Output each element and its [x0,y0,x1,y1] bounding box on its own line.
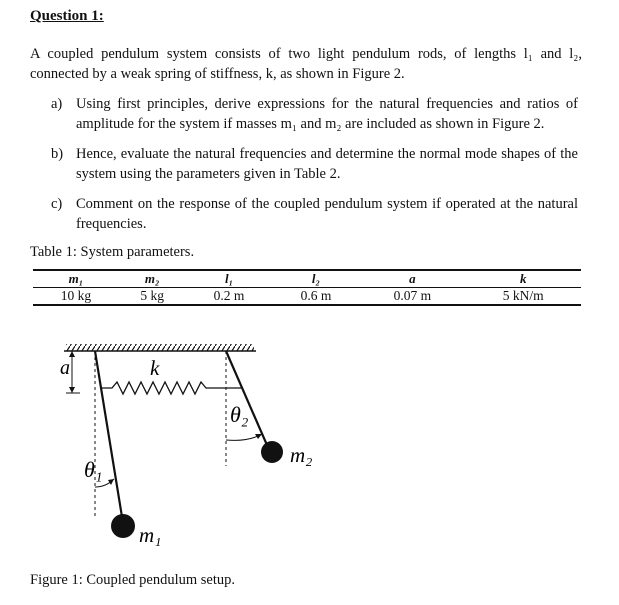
value-m1: 10 kg [33,288,119,306]
item-a-text: Using first principles, derive expressions for the natural frequencies and ratios of amplitude for the system if masses m₁ and m₂ are included as shown in Figure 2. [76,96,578,132]
rod-1 [95,351,123,523]
question-item-c [51,194,578,234]
label-m1: m₁ [139,523,162,547]
header-l1: l₁ [186,270,273,288]
header-m2: m₂ [119,270,186,288]
label-theta2: θ₂ [230,402,249,427]
mass-2 [261,441,283,463]
header-l2: l₂ [273,270,360,288]
theta1-arrow [108,479,114,485]
value-l2: 0.6 m [273,288,360,306]
item-b-label: b) [51,146,64,162]
header-k: k [465,270,581,288]
item-a-label: a) [51,96,63,112]
label-m2: m₂ [290,443,313,467]
pendulum-figure [0,330,619,570]
value-k: 5 kN/m [465,288,581,306]
figure-caption: Figure 1: Coupled pendulum setup. [30,572,235,588]
spring [101,382,242,394]
item-c-label: c) [51,196,63,212]
header-a: a [359,270,465,288]
item-c-text: Comment on the response of the coupled pendulum system if operated at the natural frequencies. [76,196,578,232]
label-k: k [150,356,160,380]
item-b-text: Hence, evaluate the natural frequencies and determine the normal mode shapes of the system using the parameters given in Table 2. [76,146,578,182]
question-item-b [51,144,578,184]
mass-1 [111,514,135,538]
value-m2: 5 kg [119,288,186,306]
question-item-a [51,94,578,134]
label-theta1: θ₁ [84,457,103,482]
table-value-row [33,288,581,306]
ceiling-hatch [66,344,254,351]
label-a: a [60,357,70,379]
header-m1: m₁ [33,270,119,288]
table-caption: Table 1: System parameters. [30,244,195,260]
parameters-table [33,269,581,306]
dimension-a-arrow-bottom [69,387,75,393]
value-l1: 0.2 m [186,288,273,306]
intro-paragraph: A coupled pendulum system consists of two light pendulum rods, of lengths l₁ and l₂, connected by a weak spring of stiffness, k, as shown in Figure 2. [30,46,582,82]
table-header-row [33,270,581,288]
value-a: 0.07 m [359,288,465,306]
question-heading: Question 1: [30,8,104,24]
